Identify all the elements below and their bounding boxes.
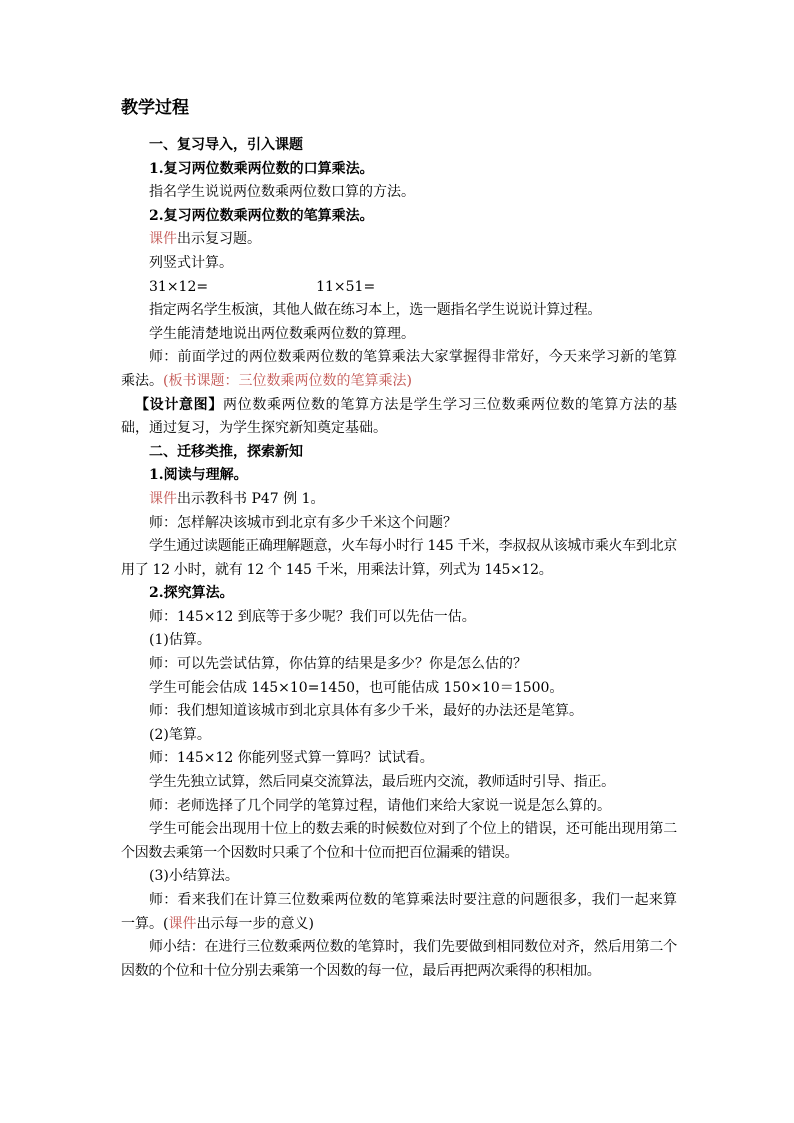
courseware-line-1: [121, 228, 677, 252]
section-1-sub1-heading: 1.复习两位数乘两位数的口算乘法。: [149, 160, 374, 177]
step-1: (1)估算。: [149, 632, 211, 649]
vertical-calc-text: 列竖式计算。: [149, 254, 233, 271]
explain-text: 学生能清楚地说出两位数乘两位数的算理。: [149, 325, 415, 342]
design-intent: [121, 394, 677, 441]
answer-5: 学生先独立试算，然后同桌交流算法，最后班内交流，教师适时引导、指正。: [149, 774, 615, 791]
summary: 师小结：在进行三位数乘两位数的笔算时，我们先要做到相同数位对齐，然后用第二个因数的个位和十位分别去乘第一个因数的每一位，最后再把两次乘得的积相加。: [121, 939, 677, 979]
document-body: [121, 134, 677, 983]
courseware-line-2: [121, 488, 677, 512]
answer-3: 学生可能会估成 145×10=1450，也可能估成 150×10＝1500。: [149, 679, 564, 696]
step-3: (3)小结算法。: [149, 868, 239, 885]
section-1-heading: 一、复习导入，引入课题: [149, 137, 303, 153]
design-label: 【设计意图】: [135, 396, 223, 413]
question-4: 师：我们想知道该城市到北京具体有多少千米，最好的办法还是笔算。: [149, 703, 583, 720]
courseware-word: 课件: [149, 231, 177, 248]
section-1-sub2-heading: 2.复习两位数乘两位数的笔算乘法。: [149, 207, 374, 224]
courseware-word-3: 课件: [168, 915, 197, 932]
design-text: 两位数乘两位数的笔算方法是学生学习三位数乘两位数的笔算方法的基础，通过复习，为学生探究新知奠定基础。: [121, 396, 677, 437]
question-3: 师：可以先尝试估算，你估算的结果是多少？你是怎么估的？: [149, 656, 527, 673]
step-2: (2)笔算。: [149, 726, 211, 743]
question-7: 师：看来我们在计算三位数乘两位数的笔算乘法时要注意的问题很多，我们一起来算一算。(课件出示每一步的意义): [121, 892, 677, 932]
board-title: (板书课题：三位数乘两位数的笔算乘法): [163, 372, 412, 389]
teacher-text: 师：前面学过的两位数乘两位数的笔算乘法大家掌握得非常好，今天来学习新的笔算乘法。(板书课题：三位数乘两位数的笔算乘法): [121, 349, 677, 389]
board-text: 指定两名学生板演，其他人做在练习本上，选一题指名学生说说计算过程。: [149, 302, 602, 319]
courseware-rest: 出示复习题。: [177, 231, 261, 248]
section-2-sub1-heading: 1.阅读与理解。: [149, 467, 248, 484]
section-2-sub2-heading: 2.探究算法。: [149, 585, 234, 602]
problem-a: 31×12=: [149, 278, 209, 295]
question-5: 师：145×12 你能列竖式算一算吗？试试看。: [149, 750, 434, 767]
calc-problems: [121, 276, 677, 300]
document-title: 教学过程: [121, 98, 189, 118]
section-2-heading: 二、迁移类推，探索新知: [149, 443, 303, 460]
question-1: 师：怎样解决该城市到北京有多少千米这个问题？: [149, 514, 457, 531]
answer-6: 学生可能会出现用十位上的数去乘的时候数位对到了个位上的错误，还可能出现用第二个因数去乘第一个因数时只乘了个位和十位而把百位漏乘的错误。: [121, 821, 677, 861]
question-2: 师：145×12 到底等于多少呢？我们可以先估一估。: [149, 608, 476, 625]
question-6: 师：老师选择了几个同学的笔算过程，请他们来给大家说一说是怎么算的。: [149, 797, 611, 814]
courseware-rest-2: 出示教科书 P47 例 1。: [177, 490, 325, 507]
courseware-word-2: 课件: [149, 490, 177, 507]
problem-b: 11×51=: [316, 278, 376, 295]
answer-1: 学生通过读题能正确理解题意，火车每小时行 145 千米，李叔叔从该城市乘火车到北京用了 12 小时，就有 12 个 145 千米，用乘法计算，列式为 145×12。: [121, 538, 677, 578]
section-1-sub1-text: 指名学生说说两位数乘两位数口算的方法。: [149, 184, 415, 201]
